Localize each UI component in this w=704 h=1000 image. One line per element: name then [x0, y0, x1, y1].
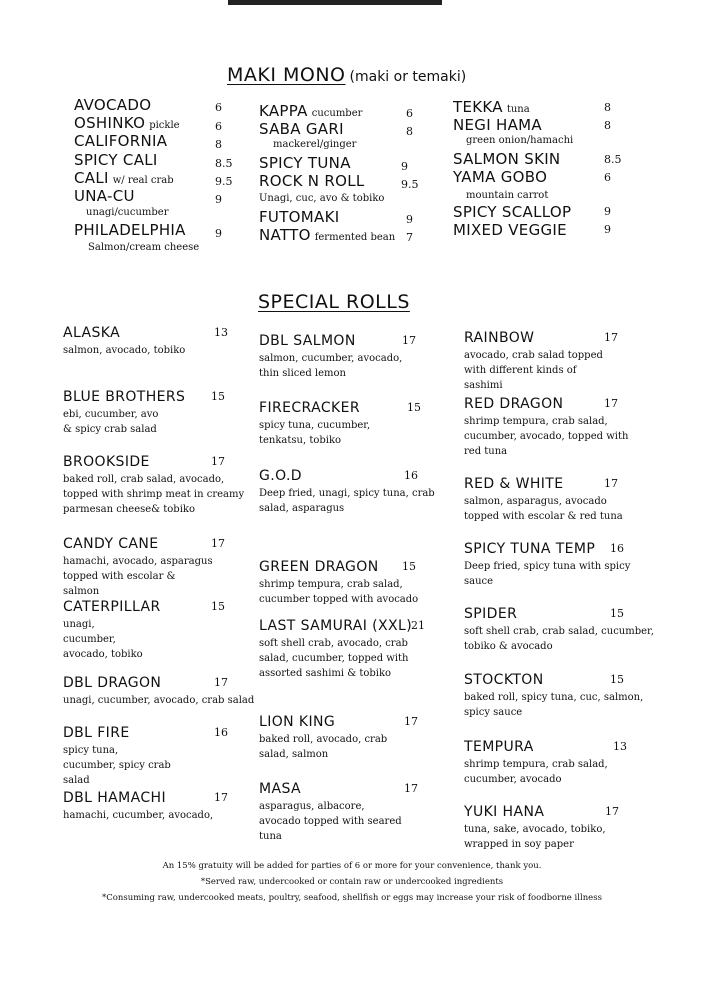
maki-price: 9 [401, 160, 408, 173]
maki-item-rock-n-roll: ROCK N ROLL [259, 172, 365, 190]
maki-subdesc: mackerel/ginger [273, 139, 357, 150]
maki-price: 9 [604, 205, 611, 218]
roll-dbl-dragon: DBL DRAGON 17 unagi, cucumber, avocado, crab salad [63, 675, 255, 706]
maki-price: 8 [406, 125, 413, 138]
roll-rainbow: RAINBOW 17 avocado, crab salad topped with different kinds of sashimi [464, 330, 618, 391]
footer-gratuity-note: An 15% gratuity will be added for parties of 6 or more for your convenience, thank you. [162, 861, 542, 871]
maki-price: 9 [215, 227, 222, 240]
maki-item-natto: NATTO fermented bean [259, 226, 396, 244]
footer-raw-note: *Served raw, undercooked or contain raw or undercooked ingredients [200, 877, 504, 887]
footer-consumer-advisory: *Consuming raw, undercooked meats, poultry, seafood, shellfish or eggs may increase your risk of foodborne illness [102, 893, 602, 903]
roll-brookside: BROOKSIDE 17 baked roll, crab salad, avocado, topped with shrimp meat in creamy parmesan cheese& tobiko [63, 454, 245, 515]
roll-dbl-hamachi: DBL HAMACHI 17 hamachi, cucumber, avocado, [63, 790, 228, 821]
maki-price: 9.5 [215, 175, 233, 188]
maki-subdesc: Salmon/cream cheese [88, 242, 200, 253]
maki-item-spicy-tuna: SPICY TUNA [259, 154, 351, 172]
maki-price: 8.5 [604, 153, 622, 166]
maki-item-kappa: KAPPA cucumber [259, 102, 363, 120]
maki-price: 6 [215, 120, 222, 133]
maki-item-futomaki: FUTOMAKI [259, 208, 340, 226]
maki-item-yama-gobo: YAMA GOBO [453, 168, 548, 186]
roll-stockton: STOCKTON 15 baked roll, spicy tuna, cuc, salmon, spicy sauce [464, 672, 644, 718]
roll-yuki-hana: YUKI HANA 17 tuna, sake, avocado, tobiko, wrapped in soy paper [464, 804, 619, 850]
roll-alaska: ALASKA 13 salmon, avocado, tobiko [63, 325, 228, 356]
maki-item-avocado: AVOCADO [74, 96, 152, 114]
maki-price: 9 [406, 213, 413, 226]
maki-subdesc: green onion/hamachi [466, 135, 574, 146]
maki-item-salmon-skin: SALMON SKIN [453, 150, 561, 168]
maki-price: 9 [604, 223, 611, 236]
maki-item-una-cu: UNA-CU [74, 187, 135, 205]
roll-firecracker: FIRECRACKER 15 spicy tuna, cucumber, tenkatsu, tobiko [259, 400, 421, 446]
roll-spicy-tuna-temp: SPICY TUNA TEMP 16 Deep fried, spicy tuna with spicy sauce [464, 541, 631, 587]
roll-spider: SPIDER 15 soft shell crab, crab salad, cucumber, tobiko & avocado [464, 606, 654, 652]
maki-price: 8 [604, 119, 611, 132]
maki-section-title [227, 64, 466, 86]
roll-green-dragon: GREEN DRAGON 15 shrimp tempura, crab salad, cucumber topped with avocado [259, 559, 419, 605]
maki-price: 9.5 [401, 178, 419, 191]
maki-subdesc: unagi/cucumber [86, 207, 169, 218]
roll-blue-brothers: BLUE BROTHERS 15 ebi, cucumber, avo & spicy crab salad [63, 389, 225, 435]
maki-item-philadelphia: PHILADELPHIA [74, 221, 186, 239]
maki-item-oshinko: OSHINKO pickle [74, 114, 180, 132]
maki-item-saba-gari: SABA GARI [259, 120, 344, 138]
maki-price: 6 [604, 171, 611, 184]
maki-price: 6 [215, 101, 222, 114]
special-title: SPECIAL ROLLS [258, 291, 410, 313]
roll-dbl-fire: DBL FIRE 16 spicy tuna, cucumber, spicy crab salad [63, 725, 228, 786]
roll-red-dragon: RED DRAGON 17 shrimp tempura, crab salad, cucumber, avocado, topped with red tuna [464, 396, 629, 457]
maki-item-mixed-veggie: MIXED VEGGIE [453, 221, 567, 239]
maki-subdesc: mountain carrot [466, 190, 549, 201]
roll-red-and-white: RED & WHITE 17 salmon, asparagus, avocado topped with escolar & red tuna [464, 476, 623, 522]
maki-item-tekka: TEKKA tuna [453, 98, 530, 116]
roll-candy-cane: CANDY CANE 17 hamachi, avocado, asparagus topped with escolar & salmon [63, 536, 225, 597]
special-section-title [258, 291, 410, 313]
maki-item-negi-hama: NEGI HAMA [453, 116, 542, 134]
maki-price: 6 [406, 107, 413, 120]
roll-caterpillar: CATERPILLAR 15 unagi, cucumber, avocado, tobiko [63, 599, 225, 660]
roll-god: G.O.D 16 Deep fried, unagi, spicy tuna, crab salad, asparagus [259, 468, 435, 514]
maki-price: 8 [215, 138, 222, 151]
maki-price: 8 [604, 101, 611, 114]
top-edge-bar [228, 0, 442, 5]
maki-subtitle: (maki or temaki) [349, 69, 467, 85]
maki-item-spicy-scallop: SPICY SCALLOP [453, 203, 572, 221]
maki-item-california: CALIFORNIA [74, 132, 168, 150]
roll-tempura: TEMPURA 13 shrimp tempura, crab salad, cucumber, avocado [464, 739, 627, 785]
maki-price: 7 [406, 231, 413, 244]
maki-title: MAKI MONO [227, 64, 346, 86]
maki-item-spicy-cali: SPICY CALI [74, 151, 158, 169]
roll-dbl-salmon: DBL SALMON 17 salmon, cucumber, avocado, thin sliced lemon [259, 333, 416, 379]
roll-lion-king: LION KING 17 baked roll, avocado, crab salad, salmon [259, 714, 418, 760]
roll-masa: MASA 17 asparagus, albacore, avocado topped with seared tuna [259, 781, 418, 842]
maki-price: 9 [215, 193, 222, 206]
roll-last-samurai: LAST SAMURAI (XXL) 21 soft shell crab, avocado, crab salad, cucumber, topped with assorted sashimi & tobiko [259, 618, 425, 679]
maki-item-cali: CALI w/ real crab [74, 169, 174, 187]
maki-subdesc: Unagi, cuc, avo & tobiko [259, 193, 385, 204]
maki-price: 8.5 [215, 157, 233, 170]
